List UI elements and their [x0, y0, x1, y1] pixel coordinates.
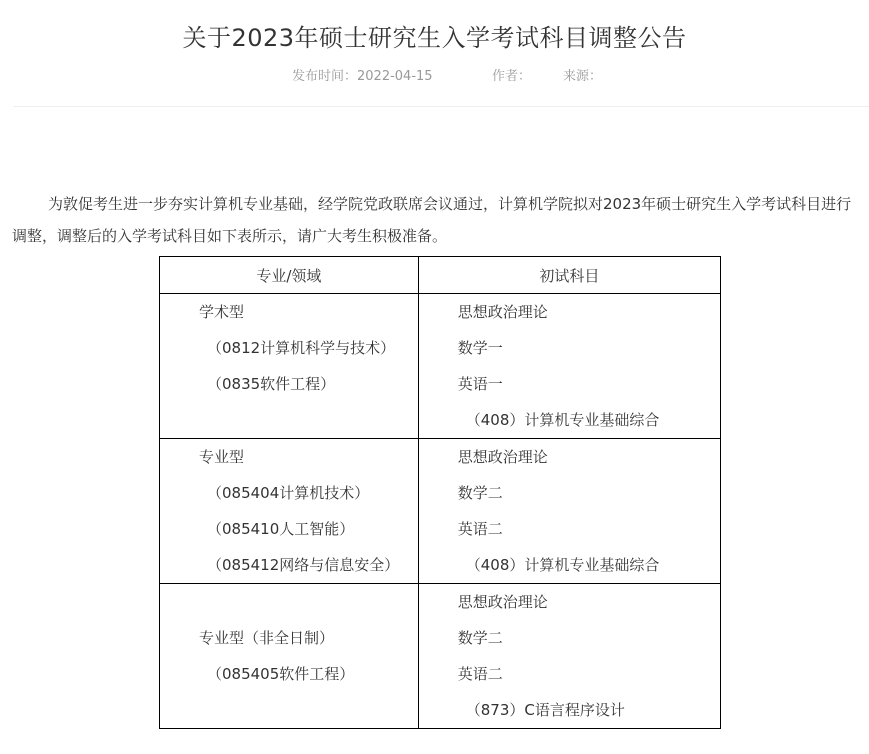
subject-item: 英语一 — [457, 375, 503, 393]
field-cell — [160, 294, 419, 439]
table-row — [160, 294, 721, 439]
source-label: 来源： — [563, 69, 603, 84]
subject-item: 英语二 — [457, 665, 503, 683]
subject-item: （408）计算机专业基础综合 — [465, 556, 660, 574]
field-cell — [160, 439, 419, 584]
article-title: 关于2023年硕士研究生入学考试科目调整公告 — [182, 24, 687, 52]
field-program: （085404计算机技术） — [207, 484, 370, 502]
subject-item: 思想政治理论 — [457, 303, 548, 321]
subject-item: 英语二 — [457, 520, 503, 538]
subject-item: （873）C语言程序设计 — [465, 701, 625, 719]
subject-item: 思想政治理论 — [457, 593, 548, 611]
field-program: （085412网络与信息安全） — [207, 556, 400, 574]
field-program: （0812计算机科学与技术） — [207, 339, 396, 357]
subject-item: 数学一 — [457, 339, 503, 357]
header-subjects: 初试科目 — [418, 257, 720, 294]
field-type: 专业型（非全日制） — [199, 629, 335, 647]
subject-item: 数学二 — [457, 629, 503, 647]
field-type: 学术型 — [199, 303, 245, 321]
field-program: （0835软件工程） — [207, 375, 336, 393]
field-program: （085405软件工程） — [207, 665, 355, 683]
subjects-cell — [418, 294, 720, 439]
subject-item: 思想政治理论 — [457, 448, 548, 466]
exam-subjects-table — [159, 256, 721, 729]
subject-item: （408）计算机专业基础综合 — [465, 411, 660, 429]
title-divider — [13, 106, 869, 107]
table-row — [160, 584, 721, 729]
table-header-row — [160, 257, 721, 294]
header-field: 专业/领域 — [160, 257, 419, 294]
field-program: （085410人工智能） — [207, 520, 355, 538]
subjects-cell — [418, 439, 720, 584]
field-cell — [160, 584, 419, 729]
field-type: 专业型 — [199, 448, 245, 466]
intro-paragraph: 为敦促考生进一步夯实计算机专业基础，经学院党政联席会议通过，计算机学院拟对2023年硕士研究生入学考试科目进行调整，调整后的入学考试科目如下表所示，请广大考生积极准备。 — [12, 195, 852, 245]
subjects-cell — [418, 584, 720, 729]
author-label: 作者： — [492, 69, 532, 84]
table-row — [160, 439, 721, 584]
publish-time: 发布时间：2022-04-15 — [292, 69, 433, 84]
subject-item: 数学二 — [457, 484, 503, 502]
